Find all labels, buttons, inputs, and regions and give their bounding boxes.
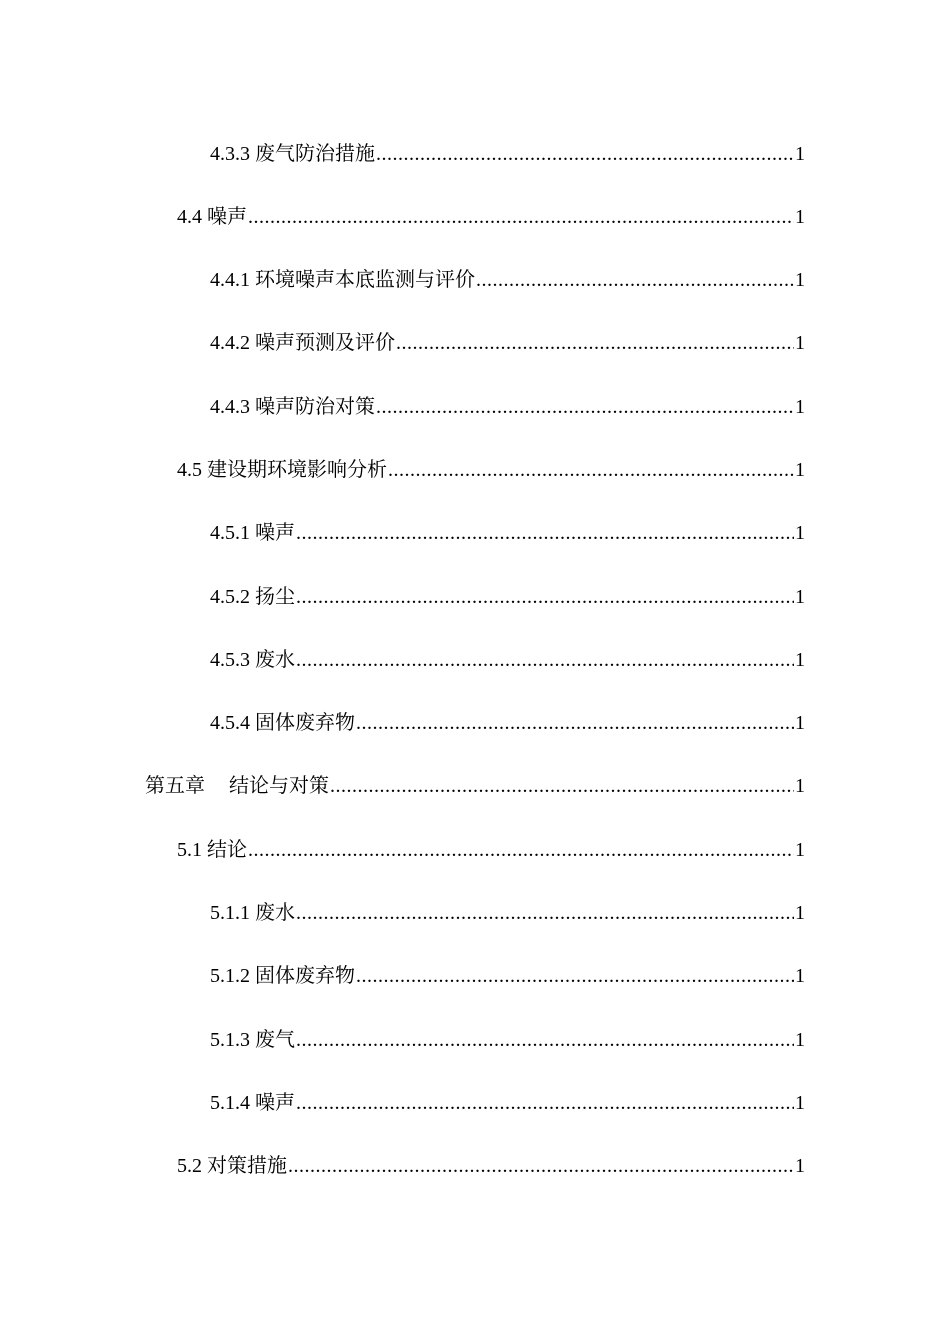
dot-leader: [330, 774, 794, 798]
toc-entry-label: 5.2 对策措施: [177, 1155, 287, 1177]
toc-entry-5-1-4[interactable]: [210, 1085, 805, 1115]
toc-entry-label: 4.5.1 噪声: [210, 522, 295, 544]
toc-page-number: 1: [795, 775, 805, 797]
toc-entry-4-5[interactable]: [177, 452, 805, 482]
toc-entry-4-5-4[interactable]: [210, 705, 805, 735]
toc-entry-label: 5.1.4 噪声: [210, 1092, 295, 1114]
toc-page-number: 1: [795, 586, 805, 608]
dot-leader: [296, 521, 794, 545]
toc-page-number: 1: [795, 396, 805, 418]
toc-entry-4-4-3[interactable]: [210, 389, 805, 419]
toc-page-number: 1: [795, 902, 805, 924]
toc-entry-4-5-3[interactable]: [210, 642, 805, 672]
toc-entry-label: 4.4.2 噪声预测及评价: [210, 332, 395, 354]
dot-leader: [296, 1091, 794, 1115]
toc-entry-5-2[interactable]: [177, 1148, 805, 1178]
toc-page-number: 1: [795, 143, 805, 165]
toc-page-number: 1: [795, 206, 805, 228]
toc-entry-label: 4.3.3 废气防治措施: [210, 143, 375, 165]
dot-leader: [296, 648, 794, 672]
toc-entry-label: 4.4.3 噪声防治对策: [210, 396, 375, 418]
dot-leader: [296, 901, 794, 925]
dot-leader: [296, 1028, 794, 1052]
dot-leader: [376, 395, 794, 419]
toc-entry-label: 5.1.2 固体废弃物: [210, 965, 355, 987]
toc-entry-4-5-1[interactable]: [210, 515, 805, 545]
toc-entry-4-4[interactable]: [177, 199, 805, 229]
dot-leader: [356, 964, 794, 988]
dot-leader: [296, 585, 794, 609]
dot-leader: [476, 268, 794, 292]
toc-page-number: 1: [795, 459, 805, 481]
dot-leader: [388, 458, 794, 482]
toc-entry-5-1-1[interactable]: [210, 895, 805, 925]
toc-page-number: 1: [795, 269, 805, 291]
toc-entry-label: 4.5 建设期环境影响分析: [177, 459, 387, 481]
dot-leader: [288, 1154, 794, 1178]
toc-entry-label: 4.5.4 固体废弃物: [210, 712, 355, 734]
toc-entry-label: 4.5.2 扬尘: [210, 586, 295, 608]
toc-entry-label: 5.1.1 废水: [210, 902, 295, 924]
dot-leader: [248, 838, 794, 862]
toc-page-number: 1: [795, 712, 805, 734]
toc-entry-4-3-3[interactable]: [210, 136, 805, 166]
toc-entry-label: 第五章 结论与对策: [145, 775, 329, 797]
toc-entry-5-1-2[interactable]: [210, 958, 805, 988]
toc-entry-label: 4.5.3 废水: [210, 649, 295, 671]
toc-page-number: 1: [795, 1092, 805, 1114]
dot-leader: [356, 711, 794, 735]
toc-page-number: 1: [795, 839, 805, 861]
toc-entry-label: 5.1 结论: [177, 839, 247, 861]
toc-page-number: 1: [795, 1029, 805, 1051]
toc-entry-5-1[interactable]: [177, 832, 805, 862]
toc-entry-4-4-2[interactable]: [210, 325, 805, 355]
toc-page-number: 1: [795, 965, 805, 987]
toc-entry-4-4-1[interactable]: [210, 262, 805, 292]
dot-leader: [248, 205, 794, 229]
toc-page-number: 1: [795, 649, 805, 671]
toc-page-number: 1: [795, 522, 805, 544]
toc-entry-label: 5.1.3 废气: [210, 1029, 295, 1051]
toc-entry-4-5-2[interactable]: [210, 579, 805, 609]
toc-entry-label: 4.4.1 环境噪声本底监测与评价: [210, 269, 475, 291]
dot-leader: [376, 142, 794, 166]
toc-entry-label: 4.4 噪声: [177, 206, 247, 228]
toc-page-number: 1: [795, 332, 805, 354]
toc-entry-5-1-3[interactable]: [210, 1022, 805, 1052]
toc-entry-chapter-5[interactable]: [145, 768, 805, 798]
toc-page-number: 1: [795, 1155, 805, 1177]
dot-leader: [396, 331, 794, 355]
